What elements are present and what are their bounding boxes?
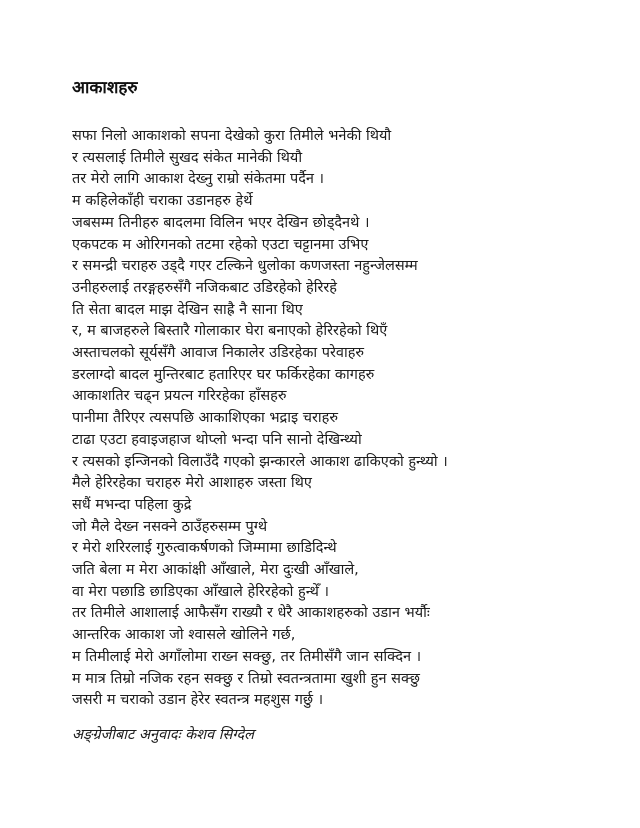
poem-line: म कहिलेकाँही चराका उडानहरु हेर्थे bbox=[72, 193, 253, 210]
poem-line: र, म बाजहरुले बिस्तारै गोलाकार घेरा बनाएको हेरिरहेको थिएँ bbox=[72, 323, 388, 340]
poem-body bbox=[72, 126, 582, 712]
poem-line: र त्यसलाई तिमीले सुखद संकेत मानेकी थियौ bbox=[72, 149, 303, 166]
poem-line: एकपटक म ओरिगनको तटमा रहेको एउटा चट्टानमा उभिए bbox=[72, 236, 369, 253]
poem-line: डरलाग्दो बादल मुन्तिरबाट हतारिएर घर फर्किरहेका कागहरु bbox=[72, 366, 375, 383]
poem-line: सधैं मभन्दा पहिला कुद्रे bbox=[72, 496, 192, 513]
poem-line: म मात्र तिम्रो नजिक रहन सक्छु र तिम्रो स्वतन्त्रतामा खुशी हुन सक्छु bbox=[72, 670, 420, 687]
poem-line: तर तिमीले आशालाई आफैसँग राख्यौ र धेरै आकाशहरुको उडान भर्यौः bbox=[72, 605, 430, 622]
translation-credit: अङ्ग्रेजीबाट अनुवादः केशव सिग्देल bbox=[72, 726, 254, 743]
poem-line: उनीहरुलाई तरङ्गहरुसँगै नजिकबाट उडिरहेको हेरिरहे bbox=[72, 279, 338, 296]
poem-line: जति बेला म मेरा आकांक्षी आँखाले, मेरा दुःखी आँखाले, bbox=[72, 562, 359, 579]
poem-line: पानीमा तैरिएर त्यसपछि आकाशिएका भद्राइ चराहरु bbox=[72, 410, 339, 427]
poem-title: आकाशहरु bbox=[72, 78, 138, 98]
poem-line: आन्तरिक आकाश जो श्वासले खोलिने गर्छ, bbox=[72, 627, 296, 644]
poem-line: वा मेरा पछाडि छाडिएका आँखाले हेरिरहेको हुन्थेँ । bbox=[72, 583, 329, 600]
poem-line: र समन्द्री चराहरु उड्दै गएर टल्किने धुलोका कणजस्ता नहुन्जेलसम्म bbox=[72, 258, 418, 275]
poem-line: मैले हेरिरहेका चराहरु मेरो आशाहरु जस्ता थिए bbox=[72, 475, 312, 492]
poem-line: ति सेता बादल माझ देखिन साह्रै नै साना थिए bbox=[72, 301, 303, 318]
poem-line: जो मैले देख्न नसक्ने ठाउँहरुसम्म पुग्थे bbox=[72, 518, 268, 535]
poem-line: र मेरो शरिरलाई गुरुत्वाकर्षणको जिम्मामा छाडिदिन्थे bbox=[72, 540, 337, 557]
poem-line: सफा निलो आकाशको सपना देखेको कुरा तिमीले भनेकी थियौ bbox=[72, 128, 392, 144]
poem-line: म तिमीलाई मेरो अगाँलोमा राख्न सक्छु, तर तिमीसँगै जान सक्दिन । bbox=[72, 648, 422, 665]
poem-line: टाढा एउटा हवाइजहाज थोप्लो भन्दा पनि सानो देखिन्थ्यो bbox=[72, 431, 362, 448]
poem-line: र त्यसको इन्जिनको विलाउँदै गएको झन्कारले आकाश ढाकिएको हुन्थ्यो । bbox=[72, 453, 448, 470]
poem-line: अस्ताचलको सूर्यसँगै आवाज निकालेर उडिरहेका परेवाहरु bbox=[72, 345, 365, 362]
poem-line: तर मेरो लागि आकाश देख्नु राम्रो संकेतमा पर्दैन । bbox=[72, 171, 325, 188]
poem-line: आकाशतिर चढ्न प्रयत्न गरिरहेका हाँसहरु bbox=[72, 388, 287, 405]
poem-line: जबसम्म तिनीहरु बादलमा विलिन भएर देखिन छोड्दैनथे । bbox=[72, 214, 370, 231]
poem-line: जसरी म चराको उडान हेरेर स्वतन्त्र महशुस गर्छु । bbox=[72, 692, 324, 709]
